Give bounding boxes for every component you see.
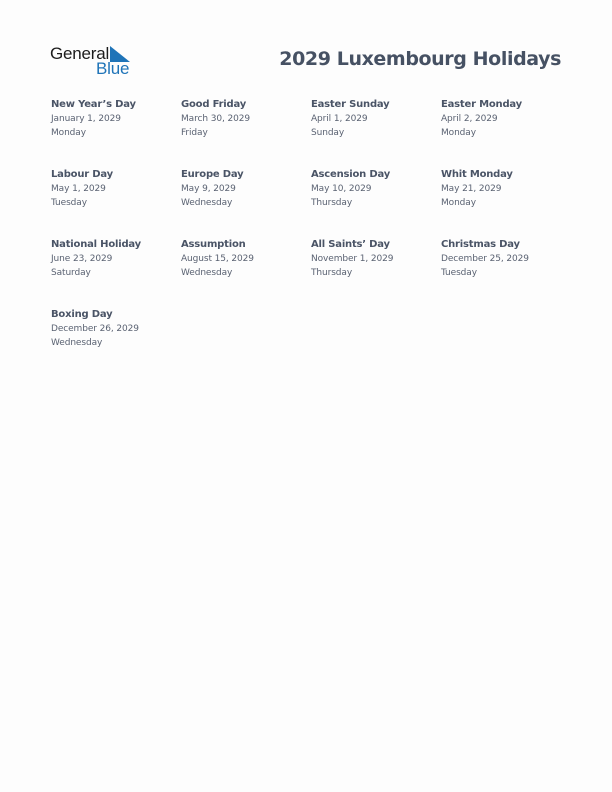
holiday-name: Labour Day bbox=[51, 169, 113, 180]
holiday-weekday: Monday bbox=[441, 128, 476, 138]
holiday-date: March 30, 2029 bbox=[181, 114, 250, 124]
holiday-weekday: Tuesday bbox=[441, 268, 477, 278]
holiday-date: May 1, 2029 bbox=[51, 184, 106, 194]
holiday-date: April 1, 2029 bbox=[311, 114, 368, 124]
holiday-item bbox=[311, 238, 441, 308]
holiday-weekday: Monday bbox=[51, 128, 86, 138]
generalblue-logo bbox=[50, 44, 140, 78]
holiday-name: Whit Monday bbox=[441, 169, 513, 180]
holiday-weekday: Thursday bbox=[311, 268, 353, 278]
holiday-weekday: Friday bbox=[181, 128, 208, 138]
holiday-name: Assumption bbox=[181, 239, 246, 250]
holiday-name: Easter Monday bbox=[441, 99, 522, 110]
holiday-weekday: Tuesday bbox=[51, 198, 87, 208]
holiday-item bbox=[181, 98, 311, 168]
holiday-name: Europe Day bbox=[181, 169, 244, 180]
page-title: 2029 Luxembourg Holidays bbox=[279, 48, 561, 70]
holiday-item bbox=[441, 168, 571, 238]
holiday-item bbox=[311, 168, 441, 238]
holiday-item bbox=[311, 98, 441, 168]
holiday-name: Easter Sunday bbox=[311, 99, 390, 110]
holiday-item bbox=[51, 238, 181, 308]
holiday-weekday: Wednesday bbox=[51, 338, 103, 348]
holiday-item bbox=[181, 168, 311, 238]
holiday-date: June 23, 2029 bbox=[51, 254, 113, 264]
holiday-name: New Year’s Day bbox=[51, 99, 136, 110]
holiday-name: Boxing Day bbox=[51, 309, 113, 320]
holiday-weekday: Wednesday bbox=[181, 268, 233, 278]
holiday-item bbox=[51, 98, 181, 168]
holiday-weekday: Monday bbox=[441, 198, 476, 208]
holiday-name: Ascension Day bbox=[311, 169, 391, 180]
logo-word-blue: Blue bbox=[96, 59, 130, 78]
holiday-weekday: Wednesday bbox=[181, 198, 233, 208]
holiday-date: April 2, 2029 bbox=[441, 114, 498, 124]
holiday-weekday: Thursday bbox=[311, 198, 353, 208]
holiday-weekday: Saturday bbox=[51, 268, 91, 278]
holiday-date: May 21, 2029 bbox=[441, 184, 502, 194]
holiday-date: December 25, 2029 bbox=[441, 254, 529, 264]
holiday-date: May 10, 2029 bbox=[311, 184, 372, 194]
holiday-name: National Holiday bbox=[51, 239, 141, 250]
holiday-name: All Saints’ Day bbox=[311, 239, 390, 250]
holiday-date: May 9, 2029 bbox=[181, 184, 236, 194]
holiday-item bbox=[51, 308, 181, 378]
holiday-date: November 1, 2029 bbox=[311, 254, 394, 264]
holiday-item bbox=[51, 168, 181, 238]
holiday-name: Good Friday bbox=[181, 99, 247, 110]
holiday-weekday: Sunday bbox=[311, 128, 345, 138]
holiday-date: January 1, 2029 bbox=[51, 114, 121, 124]
holiday-item bbox=[441, 238, 571, 308]
holiday-grid bbox=[51, 98, 571, 378]
holiday-item bbox=[181, 238, 311, 308]
holiday-date: August 15, 2029 bbox=[181, 254, 254, 264]
holiday-item bbox=[441, 98, 571, 168]
holiday-date: December 26, 2029 bbox=[51, 324, 139, 334]
logo-word-general: General bbox=[50, 44, 110, 63]
holiday-name: Christmas Day bbox=[441, 239, 520, 250]
